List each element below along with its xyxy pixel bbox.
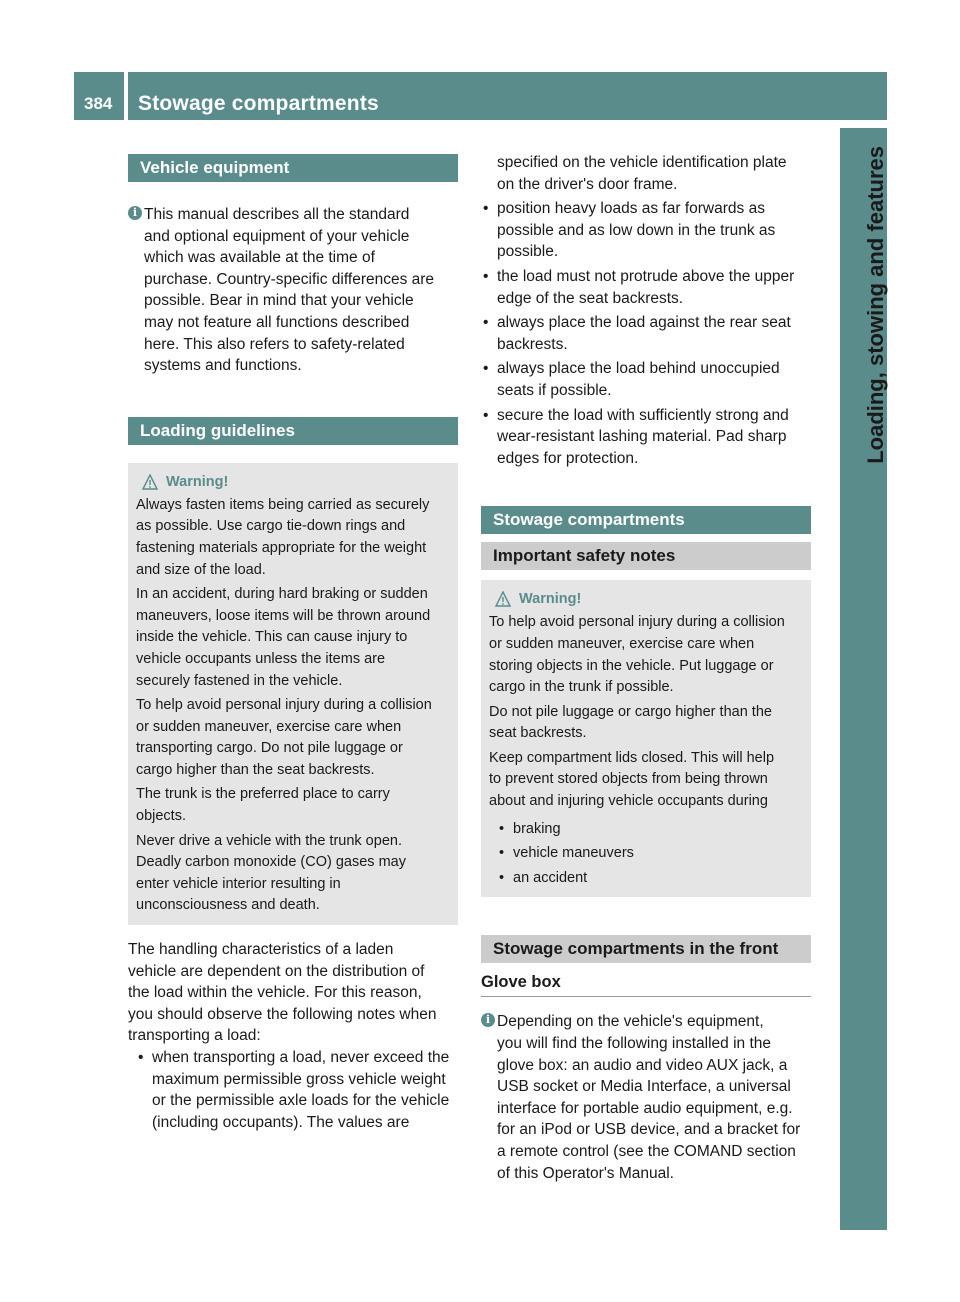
list-item [136,1047,458,1133]
text-line: or sudden maneuver, exercise care when [136,718,402,735]
warning-paragraph [136,584,450,692]
front-compartments-heading: Stowage compartments in the front [481,935,811,963]
text-line: In an accident, during hard braking or sudden [136,586,428,603]
text-line: fastening materials appropriate for the weight [136,539,427,556]
bullet-icon: • [499,820,505,837]
warning-paragraph [136,831,450,917]
glove-box-note [481,1011,811,1184]
text-line: to prevent stored objects from being thrown [489,771,768,788]
text-line: Always fasten items being carried as securely [136,496,430,513]
text-line: Never drive a vehicle with the trunk open. [136,832,402,849]
text-line: To help avoid personal injury during a collision [136,697,432,714]
stowage-compartments-heading: Stowage compartments [481,506,811,534]
text-line: and optional equipment of your vehicle [144,227,410,245]
warning-paragraph [136,695,450,781]
text-line: edge of the seat backrests. [497,289,684,307]
page-number-box [74,72,124,120]
glove-box-heading: Glove box [481,973,811,997]
text-line: interface for portable audio equipment, e.g. [497,1099,793,1117]
text-line: position heavy loads as far forwards as [497,200,765,218]
text-line: always place the load behind unoccupied [497,360,780,378]
text-line: as possible. Use cargo tie-down rings and [136,518,406,535]
text-line: cargo in the trunk if possible. [489,679,674,696]
text-line: may not feature all functions described [144,313,410,331]
text-line: which was available at the time of [144,249,375,267]
list-item [497,843,803,865]
text-line: Depending on the vehicle's equipment, [497,1013,764,1031]
text-line: storing objects in the vehicle. Put luggage or [489,657,774,674]
text-line: seats if possible. [497,381,612,399]
text-line: wear-resistant lashing material. Pad sharp [497,428,787,446]
right-column [481,152,811,1184]
vehicle-equipment-heading: Vehicle equipment [128,154,458,182]
text-line: possible. Bear in mind that your vehicle [144,292,414,310]
warning-paragraph [489,612,803,698]
text-line: on the driver's door frame. [497,175,678,193]
text-line: maximum permissible gross vehicle weight [152,1070,446,1088]
text-line: Deadly carbon monoxide (CO) gases may [136,854,406,871]
warning-paragraph [489,748,803,813]
bullet-icon: • [483,314,489,332]
list-item [481,358,811,401]
left-column [128,154,458,1133]
bullet-icon: • [483,360,489,378]
warning-title-text: Warning! [166,473,229,490]
warning-icon [142,474,158,490]
list-item [497,868,803,890]
text-line: maneuvers, loose items will be thrown around [136,607,431,624]
text-line: transporting a load: [128,1027,261,1045]
text-line: possible. [497,243,559,261]
text-line: glove box: an audio and video AUX jack, a [497,1056,788,1074]
text-line: possible and as low down in the trunk as [497,221,776,239]
text-line: securely fastened in the vehicle. [136,672,343,689]
text-line: always place the load against the rear seat [497,314,791,332]
bullet-icon: • [499,845,505,862]
text-line: the load within the vehicle. For this reason, [128,984,422,1002]
warning-title [136,473,450,491]
important-safety-notes-heading: Important safety notes [481,542,811,570]
text-line: Do not pile luggage or cargo higher than the [489,703,772,720]
bullet-icon: • [483,200,489,218]
loading-warning-box [128,463,458,925]
text-line: unconsciousness and death. [136,897,320,914]
list-item [481,198,811,263]
warning-paragraph [136,495,450,581]
text-line: or the permissible axle loads for the vehicle [152,1092,450,1110]
bullet-icon: • [483,406,489,424]
text-line: edges for protection. [497,449,639,467]
text-line: vehicle are dependent on the distribution of [128,962,425,980]
warning-icon [495,591,511,607]
info-icon: i [128,206,142,220]
text-line: vehicle maneuvers [513,845,634,862]
text-line: systems and functions. [144,357,302,375]
text-line: To help avoid personal injury during a collision [489,614,785,631]
text-line: vehicle occupants unless the items are [136,650,386,667]
continued-text [481,152,811,195]
text-line: objects. [136,808,186,825]
page-number: 384 [84,94,113,113]
text-line: an accident [513,869,588,886]
side-tab-label: Loading, stowing and features [863,146,888,464]
text-line: The trunk is the preferred place to carry [136,786,390,803]
text-line: when transporting a load, never exceed the [152,1049,450,1066]
text-line: Keep compartment lids closed. This will help [489,749,775,766]
list-item [481,405,811,470]
text-line: USB socket or Media Interface, a universal [497,1078,791,1096]
text-line: enter vehicle interior resulting in [136,875,341,892]
text-line: inside the vehicle. This can cause injury to [136,629,408,646]
list-item [481,266,811,309]
text-line: This manual describes all the standard [144,206,410,223]
loading-guidelines-heading: Loading guidelines [128,417,458,445]
text-line: transporting cargo. Do not pile luggage or [136,740,403,757]
bullet-icon: • [483,267,489,285]
bullet-icon: • [138,1049,144,1066]
text-line: about and injuring vehicle occupants during [489,793,768,810]
info-icon: i [481,1013,495,1027]
text-line: backrests. [497,335,568,353]
side-tab-marker [840,1194,887,1230]
text-line: The handling characteristics of a laden [128,941,394,959]
text-line: and size of the load. [136,561,266,578]
text-line: specified on the vehicle identification plate [497,154,787,171]
vehicle-equipment-note [128,204,458,377]
text-line: purchase. Country-specific differences are [144,270,435,288]
warning-title-text: Warning! [519,591,582,608]
text-line: you will find the following installed in the [497,1035,771,1053]
page-header [128,72,887,120]
stowage-warning-box [481,580,811,897]
list-item [481,312,811,355]
bullet-icon: • [499,869,505,886]
page-title: Stowage compartments [138,92,379,115]
warning-paragraph [136,784,450,827]
text-line: (including occupants). The values are [152,1113,410,1131]
text-line: you should observe the following notes when [128,1005,437,1023]
loading-body-text [128,939,458,1047]
text-line: here. This also refers to safety-related [144,335,405,353]
text-line: braking [513,820,561,837]
warning-title [489,590,803,608]
text-line: of this Operator's Manual. [497,1164,674,1182]
list-item [497,819,803,841]
text-line: a remote control (see the COMAND section [497,1143,796,1160]
text-line: for an iPod or USB device, and a bracket for [497,1121,801,1139]
warning-paragraph [489,702,803,745]
text-line: the load must not protrude above the upper [497,267,795,285]
text-line: cargo higher than the seat backrests. [136,761,375,778]
text-line: secure the load with sufficiently strong and [497,406,789,424]
text-line: seat backrests. [489,725,587,742]
text-line: or sudden maneuver, exercise care when [489,635,755,652]
